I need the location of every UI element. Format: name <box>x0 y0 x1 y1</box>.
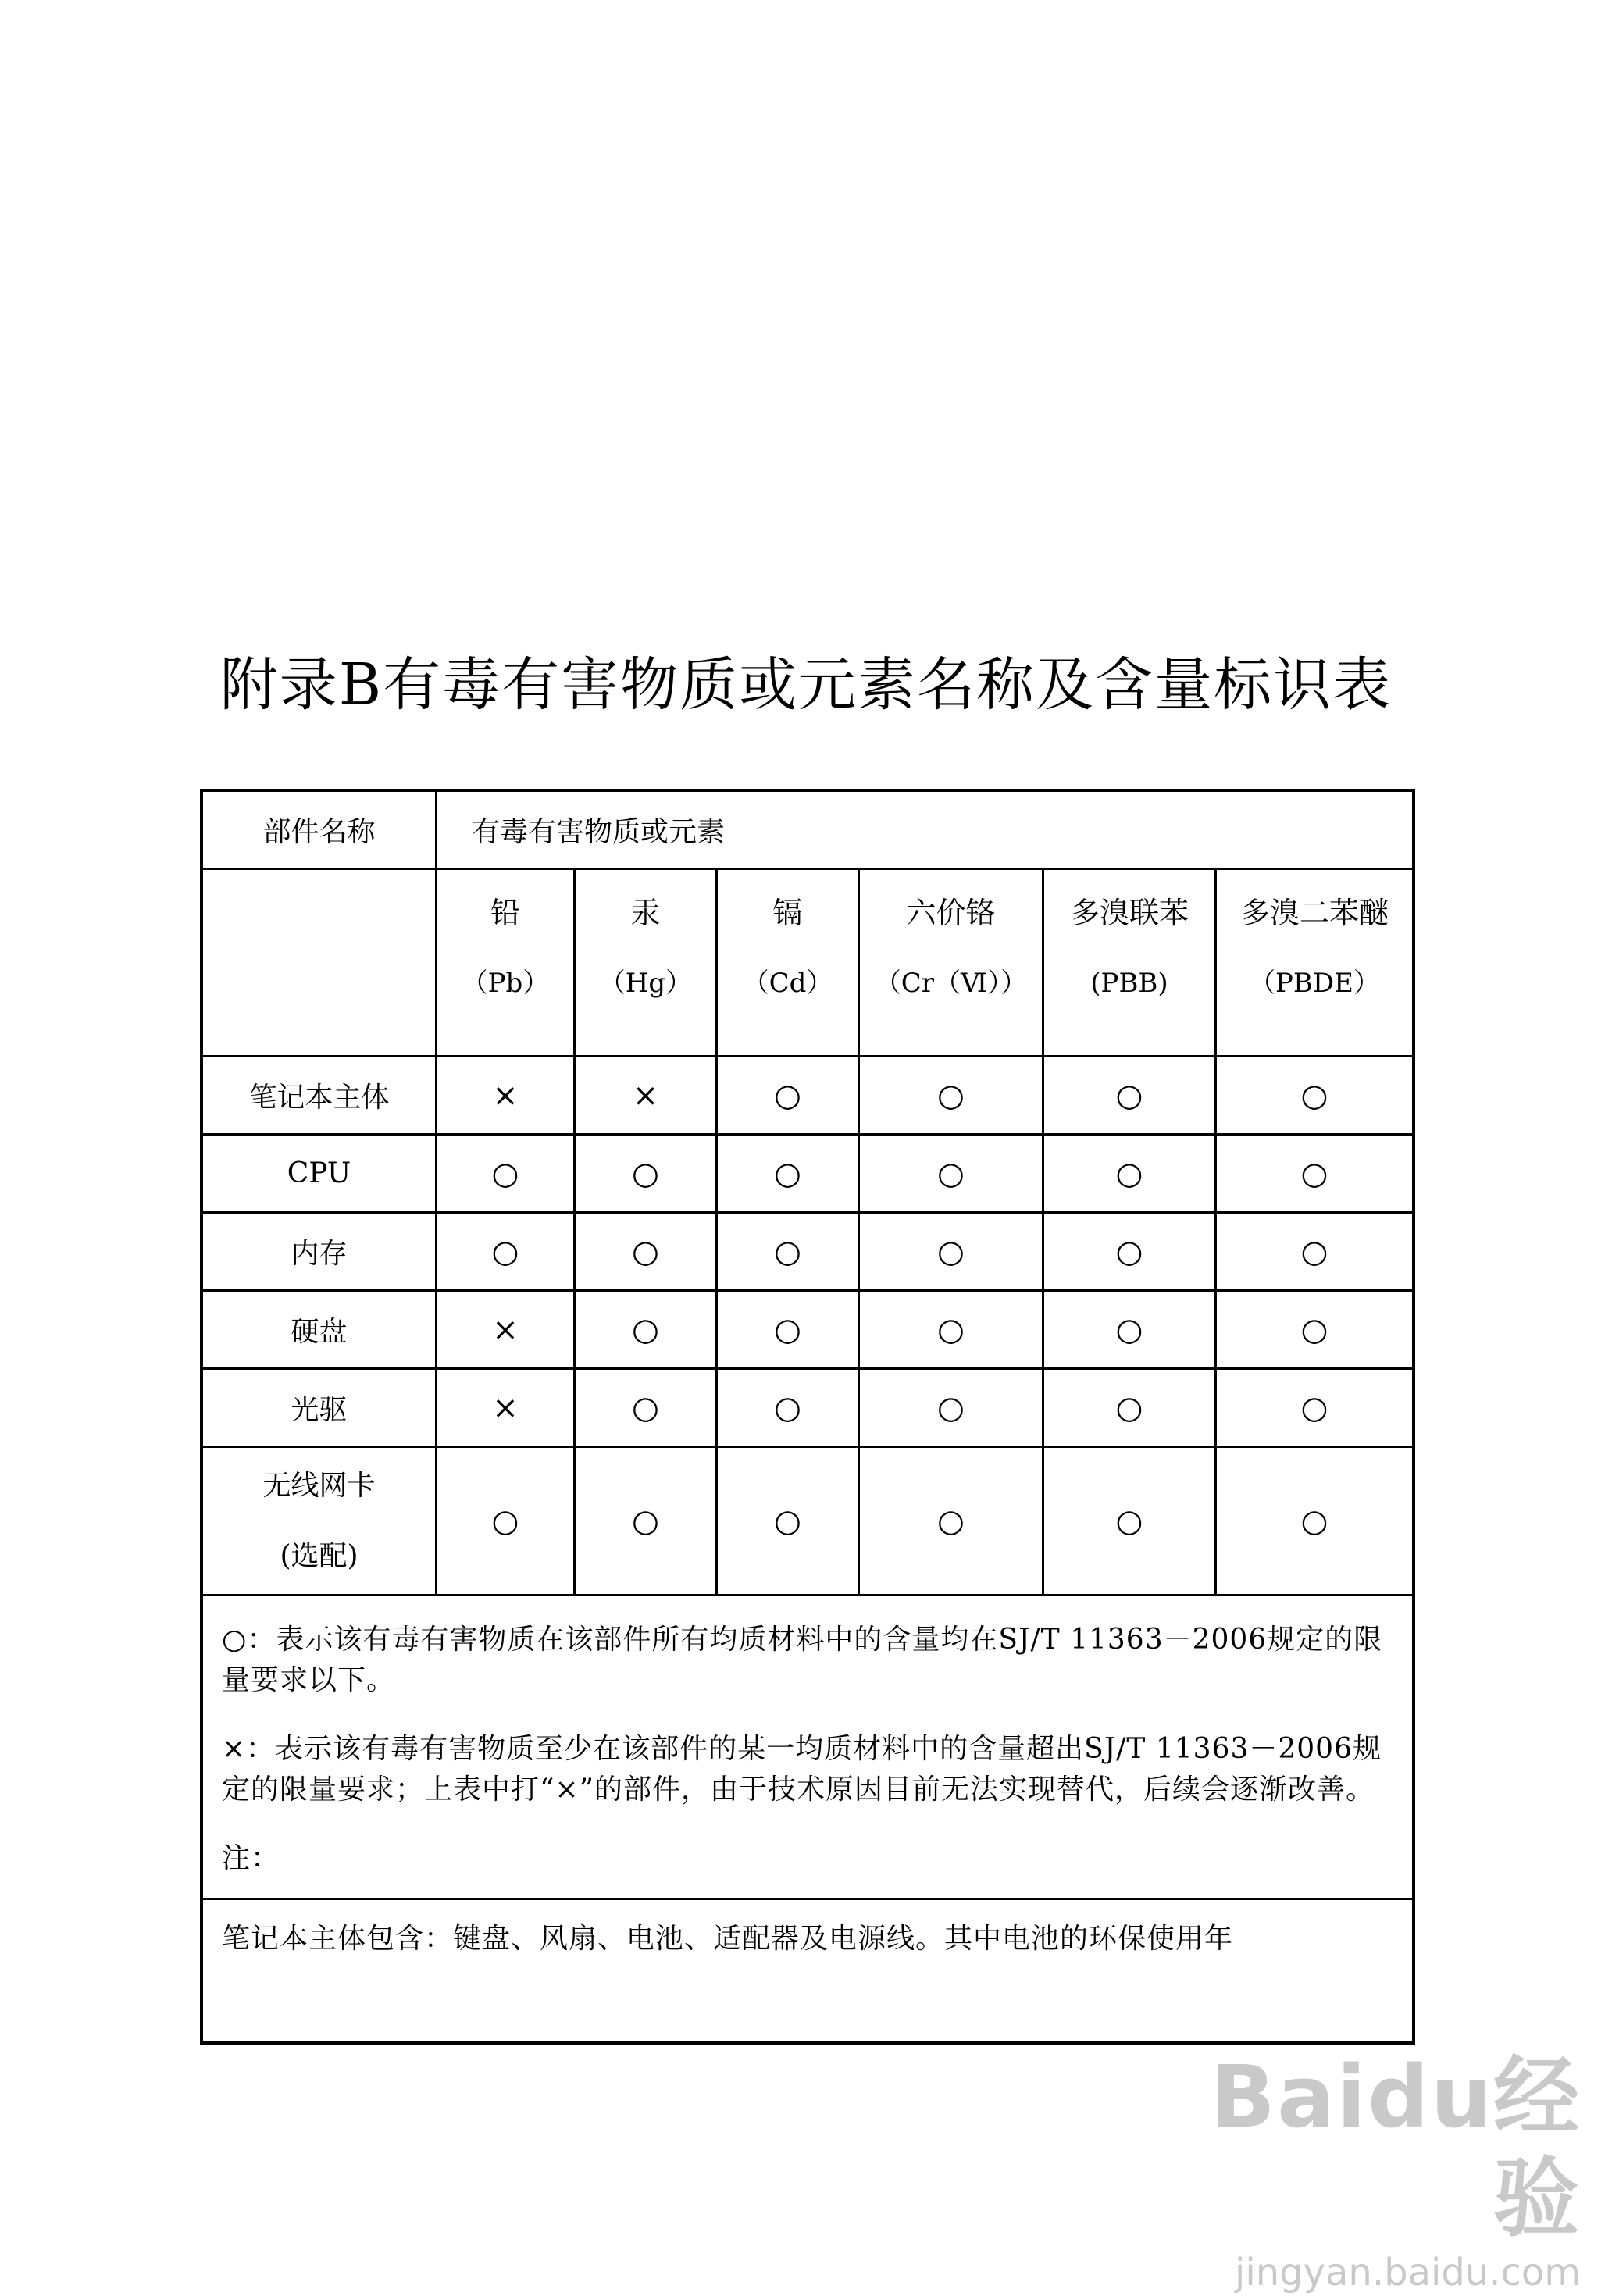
value-cell: ○ <box>1044 1136 1217 1211</box>
element-header <box>576 870 718 1055</box>
value-cell: ○ <box>860 1214 1044 1289</box>
element-symbol: （Pb） <box>461 968 550 999</box>
table-row <box>203 1292 1412 1370</box>
substance-group-header: 有毒有害物质或元素 <box>472 816 726 848</box>
header-row-2 <box>203 870 1412 1057</box>
value-cell: ○ <box>1300 1389 1328 1426</box>
table-row <box>203 1136 1412 1214</box>
watermark-url: jingyan.baidu.com <box>1235 2251 1581 2294</box>
value-cell: ○ <box>860 1292 1044 1367</box>
value-cell: ○ <box>860 1136 1044 1211</box>
table-row <box>203 1370 1412 1448</box>
element-symbol: （Hg） <box>598 968 693 999</box>
part-name-header: 部件名称 <box>203 792 437 868</box>
baidu-watermark <box>1175 2046 1581 2294</box>
value-cell: ○ <box>1044 1057 1217 1133</box>
value-cell: ○ <box>1300 1503 1328 1539</box>
part-name-sub: (选配) <box>280 1539 358 1572</box>
value-cell: ○ <box>718 1292 860 1367</box>
element-header <box>437 870 576 1055</box>
watermark-brand: Baidu经验 <box>1210 2047 1581 2248</box>
value-cell: ○ <box>1044 1448 1217 1594</box>
value-cell: ○ <box>576 1292 718 1367</box>
element-header <box>1217 870 1412 1055</box>
note-circle: ○：表示该有毒有害物质在该部件所有均质材料中的含量均在SJ/T 11363－2006规定的限量要求以下。 <box>222 1624 1383 1696</box>
value-cell: ○ <box>1300 1311 1328 1348</box>
element-header <box>860 870 1044 1055</box>
note-divider <box>203 1898 1412 1900</box>
value-cell: ○ <box>718 1448 860 1594</box>
value-cell: × <box>437 1370 576 1446</box>
element-symbol: （Cr（Ⅵ）） <box>874 968 1028 999</box>
substance-table <box>200 789 1415 2045</box>
table-row <box>203 1214 1412 1292</box>
part-name: 硬盘 <box>203 1292 437 1367</box>
part-name: CPU <box>203 1136 437 1211</box>
element-header <box>1044 870 1217 1055</box>
value-cell: ○ <box>576 1136 718 1211</box>
value-cell: ○ <box>1044 1292 1217 1367</box>
notes-section <box>203 1596 1412 2041</box>
value-cell: ○ <box>860 1057 1044 1133</box>
part-name-main: 无线网卡 <box>262 1469 376 1502</box>
note-label: 注： <box>222 1842 280 1874</box>
value-cell: ○ <box>576 1370 718 1446</box>
element-header <box>718 870 860 1055</box>
table-row <box>203 1448 1412 1596</box>
value-cell: ○ <box>1300 1155 1328 1192</box>
element-name: 汞 <box>630 896 661 930</box>
element-symbol: （PBDE） <box>1249 968 1380 999</box>
value-cell: ○ <box>437 1136 576 1211</box>
value-cell: ○ <box>718 1057 860 1133</box>
element-symbol: （Cd） <box>742 968 833 999</box>
value-cell: × <box>437 1057 576 1133</box>
element-name: 六价铬 <box>906 896 996 930</box>
header-row-1 <box>203 792 1412 870</box>
element-name: 多溴二苯醚 <box>1239 896 1389 930</box>
element-name: 镉 <box>772 896 803 930</box>
value-cell: ○ <box>576 1448 718 1594</box>
value-cell: ○ <box>1300 1077 1328 1114</box>
note-main-body: 笔记本主体包含：键盘、风扇、电池、适配器及电源线。其中电池的环保使用年 <box>222 1923 1234 1955</box>
element-symbol: (PBB) <box>1090 968 1168 999</box>
part-name: 笔记本主体 <box>203 1057 437 1133</box>
value-cell: × <box>437 1292 576 1367</box>
value-cell: ○ <box>718 1214 860 1289</box>
value-cell: ○ <box>1044 1370 1217 1446</box>
value-cell: ○ <box>1044 1214 1217 1289</box>
value-cell: ○ <box>860 1448 1044 1594</box>
element-name: 铅 <box>490 896 520 930</box>
value-cell: ○ <box>437 1448 576 1594</box>
page-title: 附录B有毒有害物质或元素名称及含量标识表 <box>219 651 1393 718</box>
table-row <box>203 1057 1412 1136</box>
value-cell: × <box>576 1057 718 1133</box>
header-blank <box>203 870 437 1055</box>
value-cell: ○ <box>718 1136 860 1211</box>
note-cross: ×：表示该有毒有害物质至少在该部件的某一均质材料中的含量超出SJ/T 11363－2006规定的限量要求；上表中打“×”的部件，由于技术原因目前无法实现替代，后续会逐渐改善。 <box>222 1733 1382 1806</box>
part-name <box>203 1448 437 1594</box>
value-cell: ○ <box>437 1214 576 1289</box>
value-cell: ○ <box>1300 1233 1328 1270</box>
part-name: 内存 <box>203 1214 437 1289</box>
value-cell: ○ <box>860 1370 1044 1446</box>
value-cell: ○ <box>718 1370 860 1446</box>
part-name: 光驱 <box>203 1370 437 1446</box>
element-name: 多溴联苯 <box>1069 896 1189 930</box>
value-cell: ○ <box>576 1214 718 1289</box>
